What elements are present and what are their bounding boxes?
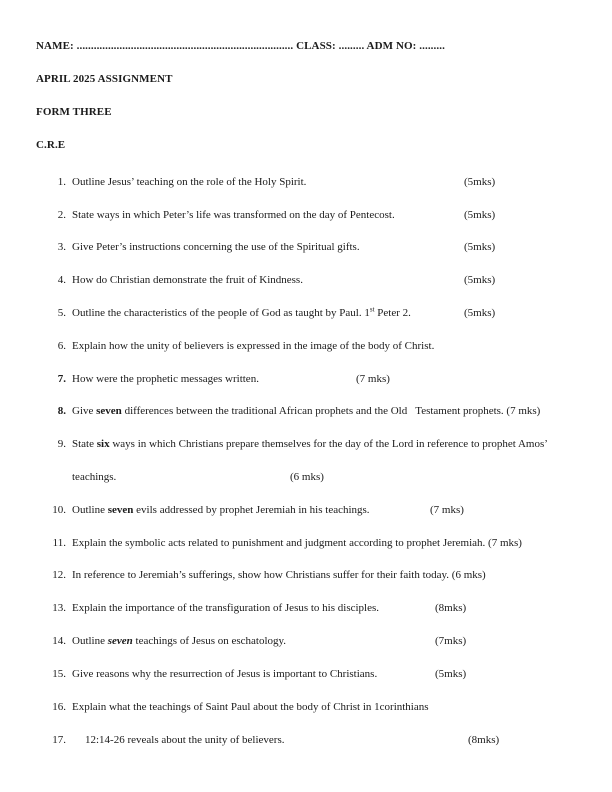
question-marks: (5mks) (464, 176, 496, 188)
question-text: Explain what the teachings of Saint Paul about the body of Christ in 1corinthians (72, 701, 429, 713)
question-row (0, 668, 612, 684)
question-marks: (5mks) (435, 668, 467, 680)
question-marks: (8mks) (435, 602, 467, 614)
question-row (0, 734, 612, 750)
question-text: In reference to Jeremiah’s sufferings, show how Christians suffer for their faith today. (6 mks) (72, 569, 486, 581)
question-text: Explain the symbolic acts related to punishment and judgment according to prophet Jeremiah. (7 mks) (72, 537, 522, 549)
question-marks: (5mks) (464, 241, 496, 253)
question-row (0, 405, 612, 421)
question-text: Give reasons why the resurrection of Jesus is important to Christians. (72, 668, 378, 680)
question-row (0, 241, 612, 257)
question-row (0, 635, 612, 651)
question-marks: (5mks) (464, 209, 496, 221)
question-row (0, 438, 612, 454)
question-number: 17. (52, 734, 66, 746)
question-row (0, 373, 612, 389)
question-row (0, 274, 612, 290)
question-number: 4. (57, 274, 66, 286)
question-text: Explain how the unity of believers is expressed in the image of the body of Christ. (72, 340, 435, 352)
question-number: 8. (57, 405, 66, 417)
question-text: State six ways in which Christians prepare themselves for the day of the Lord in reference to prophet Amos’ (72, 438, 548, 450)
question-number: 11. (52, 537, 66, 549)
question-number: 15. (52, 668, 66, 680)
question-number: 9. (57, 438, 66, 450)
question-marks: (7 mks) (430, 504, 464, 516)
question-number: 16. (52, 701, 66, 713)
question-row (0, 701, 612, 717)
question-number: 10. (52, 504, 66, 516)
question-number: 6. (57, 340, 66, 352)
question-row (0, 176, 612, 192)
question-marks: (7 mks) (356, 373, 390, 385)
question-row (0, 569, 612, 585)
question-number: 13. (52, 602, 66, 614)
question-number: 5. (57, 307, 66, 319)
question-row (0, 307, 612, 323)
question-row (0, 602, 612, 618)
question-text: Give Peter’s instructions concerning the use of the Spiritual gifts. (72, 241, 360, 253)
question-text: 12:14-26 reveals about the unity of believers. (85, 734, 285, 746)
question-row (0, 340, 612, 356)
question-number: 14. (52, 635, 66, 647)
question-marks: (6 mks) (290, 471, 324, 483)
form-title: FORM THREE (36, 106, 112, 118)
question-number: 7. (57, 373, 66, 385)
question-text: How do Christian demonstrate the fruit of Kindness. (72, 274, 303, 286)
question-text: Outline seven evils addressed by prophet Jeremiah in his teachings. (72, 504, 370, 516)
question-text: Outline the characteristics of the people of God as taught by Paul. 1st Peter 2. (72, 305, 411, 319)
question-marks: (7mks) (435, 635, 467, 647)
question-row (0, 537, 612, 553)
name-class-adm-line: NAME: ............................................................................ CLASS: ......... ADM NO: ......... (36, 40, 445, 52)
question-text: How were the prophetic messages written. (72, 373, 259, 385)
subject-title: C.R.E (36, 139, 66, 151)
question-marks: (8mks) (468, 734, 500, 746)
question-number: 12. (52, 569, 66, 581)
question-text: Outline Jesus’ teaching on the role of the Holy Spirit. (72, 176, 307, 188)
question-number: 1. (57, 176, 66, 188)
question-marks: (5mks) (464, 307, 496, 319)
question-marks: (5mks) (464, 274, 496, 286)
question-text: Outline seven teachings of Jesus on eschatology. (72, 635, 287, 647)
assignment-title: APRIL 2025 ASSIGNMENT (36, 73, 173, 85)
question-row (0, 504, 612, 520)
question-text: teachings. (72, 471, 117, 483)
question-number: 2. (57, 209, 66, 221)
question-text: Give seven differences between the traditional African prophets and the Old Testament prophets. (7 mks) (72, 405, 541, 417)
question-text: State ways in which Peter’s life was transformed on the day of Pentecost. (72, 209, 395, 221)
question-continuation-row (0, 471, 612, 487)
question-text: Explain the importance of the transfiguration of Jesus to his disciples. (72, 602, 380, 614)
question-row (0, 209, 612, 225)
question-number: 3. (57, 241, 66, 253)
superscript: st (369, 305, 375, 314)
